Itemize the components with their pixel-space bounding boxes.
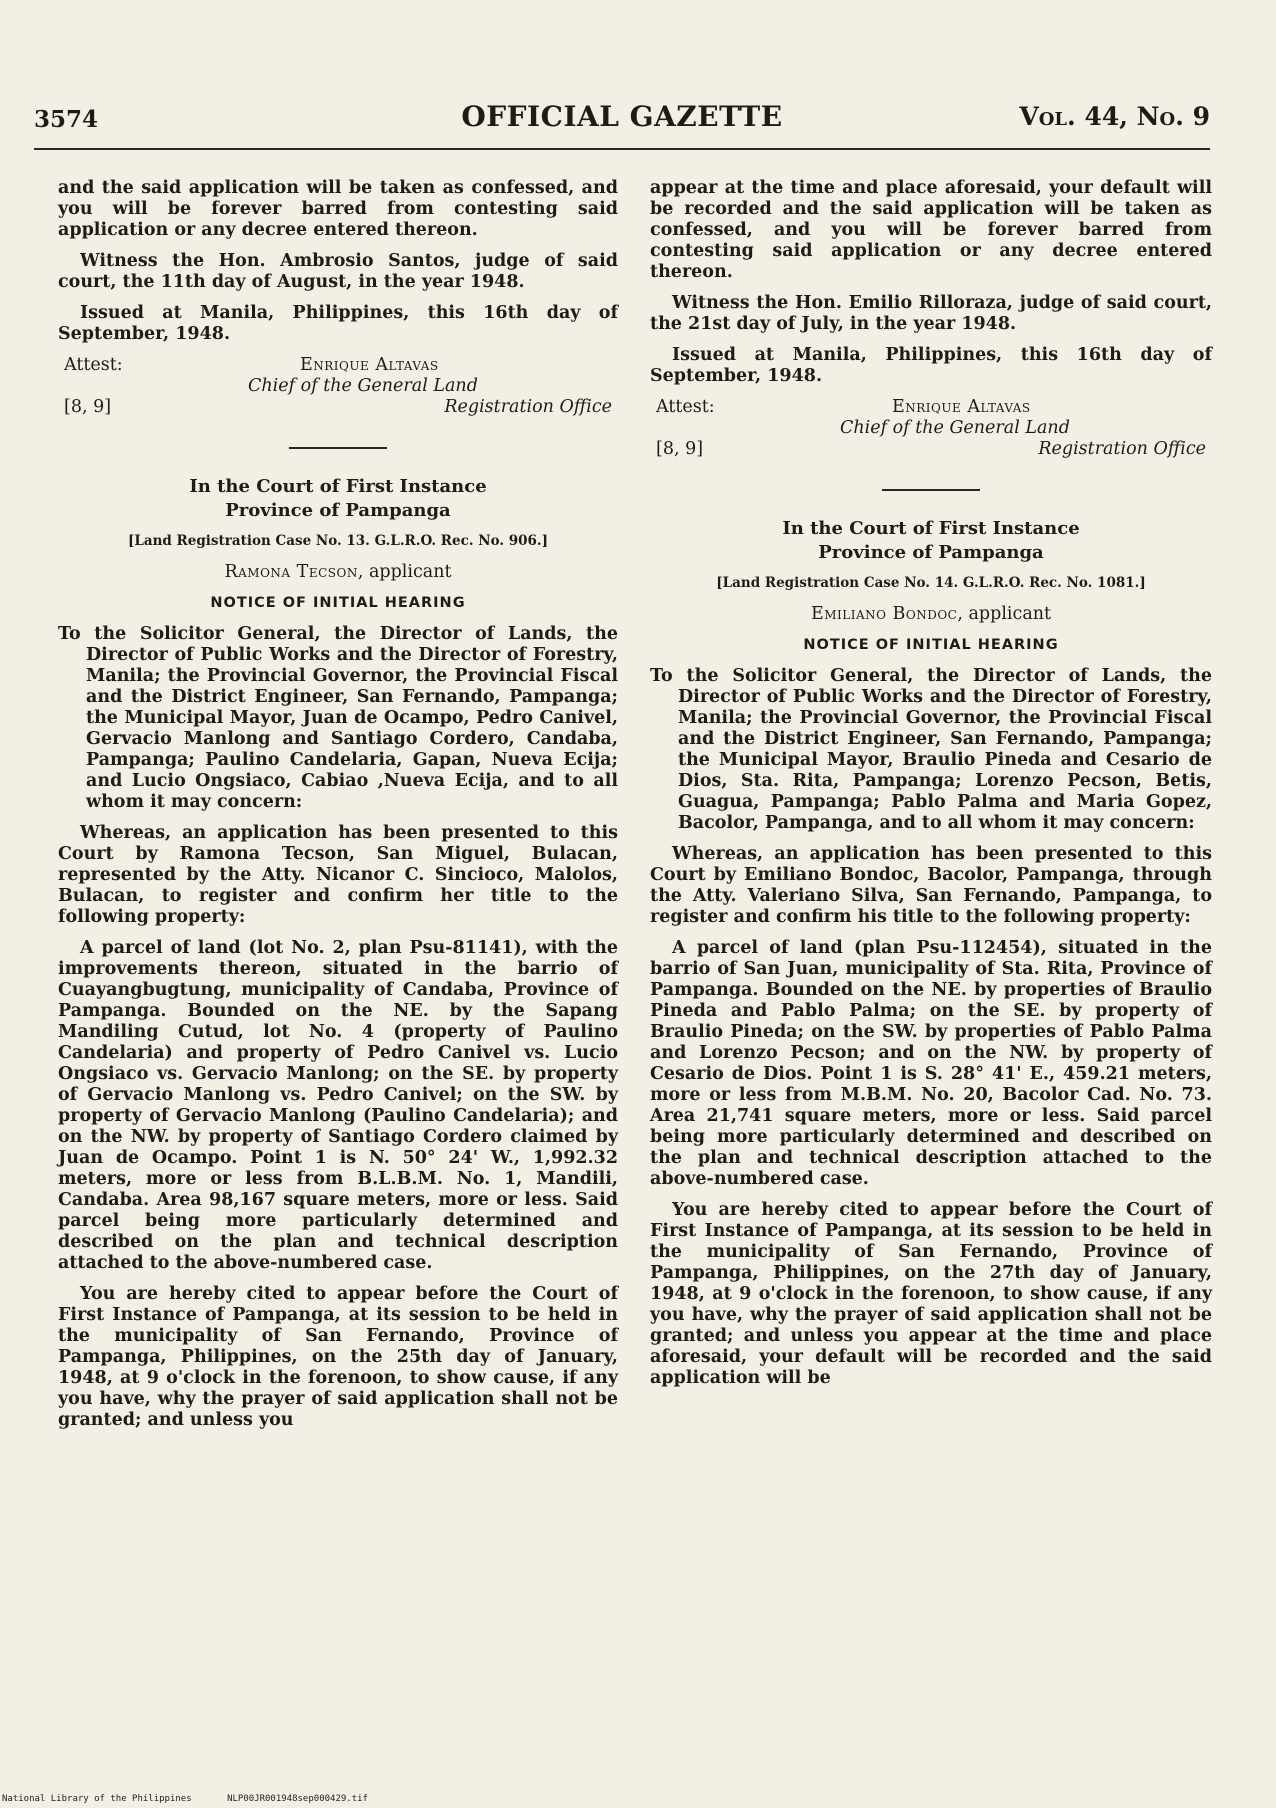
court-heading: [650, 517, 1212, 565]
whereas-text: Whereas, an application has been presented to this Court by Ramona Tecson, San Miguel, Bulacan, represented by the Atty. Nicanor C. Sincioco, Malolos, Bulacan, to register and confirm her title to the following property:: [58, 823, 618, 927]
court-heading: [58, 475, 618, 523]
left-column: [58, 178, 618, 1441]
continued-text: and the said application will be taken as confessed, and you will be forever barred from contesting said application or any decree entered thereon.: [58, 178, 618, 240]
attest-block: [650, 397, 1212, 467]
applicant-line: [650, 604, 1212, 625]
cited-text: You are hereby cited to appear before the Court of First Instance of Pampanga, at its session to be held in the municipality of San Fernando, Province of Pampanga, Philippines, on the 25th day of January, 1948, at 9 o'clock in the forenoon, to show cause, if any you have, why the prayer of said application shall not be granted; and unless you: [58, 1284, 618, 1430]
parcel-text: A parcel of land (lot No. 2, plan Psu-81141), with the improvements thereon, situated in the barrio of Cuayangbugtung, municipality of Candaba, Province of Pampanga. Bounded on the NE. by the Sapang Mandiling Cutud, lot No. 4 (property of Paulino Candelaria) and property of Pedro Canivel vs. Lucio Ongsiaco vs. Gervacio Manlong; on the SE. by property of Gervacio Manlong vs. Pedro Canivel; on the SW. by property of Gervacio Manlong (Paulino Candelaria); and on the NW. by property of Santiago Cordero claimed by Juan de Ocampo. Point 1 is N. 50° 24' W., 1,992.32 meters, more or less from B.L.B.M. No. 1, Mandili, Candaba. Area 98,167 square meters, more or less. Said parcel being more particularly determined and described on the plan and technical description attached to the above-numbered case.: [58, 938, 618, 1273]
addressees-text: To the Solicitor General, the Director of Lands, the Director of Public Works and the Director of Forestry, Manila; the Provincial Governor, the Provincial Fiscal and the District Engineer, San Fernando, Pampanga; the Municipal Mayor, Braulio Pineda and Cesario de Dios, Sta. Rita, Pampanga; Lorenzo Pecson, Betis, Guagua, Pampanga; Pablo Palma and Maria Gopez, Bacolor, Pampanga, and to all whom it may concern:: [650, 666, 1212, 833]
section-divider: [289, 447, 387, 449]
attest-name: Enrique Altavas: [892, 397, 1031, 417]
witness-text: Witness the Hon. Ambrosio Santos, judge of said court, the 11th day of August, in the year 1948.: [58, 251, 618, 292]
attest-label: Attest:: [64, 355, 123, 375]
attest-ref: [8, 9]: [656, 439, 704, 459]
attest-title-line2: Registration Office: [1038, 439, 1206, 459]
attest-block: [58, 355, 618, 425]
attest-label: Attest:: [656, 397, 715, 417]
scan-footer: [2, 1794, 398, 1804]
section-divider: [882, 489, 980, 491]
footer-file: NLP00JR001948sep000429.tif: [227, 1794, 368, 1804]
case-number: [Land Registration Case No. 13. G.L.R.O. Rec. No. 906.]: [127, 533, 549, 549]
court-line2: Province of Pampanga: [225, 500, 451, 521]
page-header: [34, 100, 1210, 148]
attest-title-line2: Registration Office: [444, 397, 612, 417]
header-rule: [34, 148, 1210, 150]
right-column: [650, 178, 1212, 1399]
issued-text: Issued at Manila, Philippines, this 16th day of September, 1948.: [58, 303, 618, 344]
attest-title-line1: Chief of the General Land: [248, 376, 478, 396]
applicant-suffix: , applicant: [957, 604, 1052, 624]
attest-title-line1: Chief of the General Land: [840, 418, 1070, 438]
attest-ref: [8, 9]: [64, 397, 112, 417]
court-line1: In the Court of First Instance: [782, 518, 1080, 539]
notice-heading: NOTICE OF INITIAL HEARING: [803, 637, 1059, 653]
notice-heading: NOTICE OF INITIAL HEARING: [210, 595, 466, 611]
applicant-name: Ramona Tecson: [224, 562, 358, 582]
court-line2: Province of Pampanga: [818, 542, 1044, 563]
applicant-line: [58, 562, 618, 583]
footer-library: National Library of the Philippines: [2, 1794, 192, 1804]
continued-text: appear at the time and place aforesaid, your default will be recorded and the said application will be taken as confessed, and you will be forever barred from contesting said application or any decree entered thereon.: [650, 178, 1212, 282]
court-line1: In the Court of First Instance: [189, 476, 487, 497]
whereas-text: Whereas, an application has been presented to this Court by Emiliano Bondoc, Bacolor, Pampanga, through the Atty. Valeriano Silva, San Fernando, Pampanga, to register and confirm his title to the following property:: [650, 844, 1212, 927]
addressees-text: To the Solicitor General, the Director of Lands, the Director of Public Works and the Director of Forestry, Manila; the Provincial Governor, the Provincial Fiscal and the District Engineer, San Fernando, Pampanga; the Municipal Mayor, Juan de Ocampo, Pedro Canivel, Gervacio Manlong and Santiago Cordero, Candaba, Pampanga; Paulino Candelaria, Gapan, Nueva Ecija; and Lucio Ongsiaco, Cabiao ,Nueva Ecija, and to all whom it may concern:: [58, 624, 618, 812]
attest-name: Enrique Altavas: [300, 355, 439, 375]
page-number: 3574: [34, 106, 99, 133]
issued-text: Issued at Manila, Philippines, this 16th day of September, 1948.: [650, 345, 1212, 386]
witness-text: Witness the Hon. Emilio Rilloraza, judge of said court, the 21st day of July, in the year 1948.: [650, 293, 1212, 334]
volume-number: Vol. 44, No. 9: [1019, 102, 1210, 131]
publication-title: OFFICIAL GAZETTE: [461, 100, 783, 133]
parcel-text: A parcel of land (plan Psu-112454), situated in the barrio of San Juan, municipality of Sta. Rita, Province of Pampanga. Bounded on the NE. by properties of Braulio Pineda and Pablo Palma; on the SE. by property of Braulio Pineda; on the SW. by properties of Pablo Palma and Lorenzo Pecson; and on the NW. by property of Cesario de Dios. Point 1 is S. 28° 41' E., 459.21 meters, more or less from M.B.M. No. 20, Bacolor Cad. No. 73. Area 21,741 square meters, more or less. Said parcel being more particularly determined and described on the plan and technical description attached to the above-numbered case.: [650, 938, 1212, 1189]
applicant-name: Emiliano Bondoc: [810, 604, 958, 624]
case-number: [Land Registration Case No. 14. G.L.R.O. Rec. No. 1081.]: [716, 575, 1146, 591]
applicant-suffix: , applicant: [357, 562, 452, 582]
cited-text: You are hereby cited to appear before the Court of First Instance of Pampanga, at its session to be held in the municipality of San Fernando, Province of Pampanga, Philippines, on the 27th day of January, 1948, at 9 o'clock in the forenoon, to show cause, if any you have, why the prayer of said application shall not be granted; and unless you appear at the time and place aforesaid, your default will be recorded and the said application will be: [650, 1200, 1212, 1388]
